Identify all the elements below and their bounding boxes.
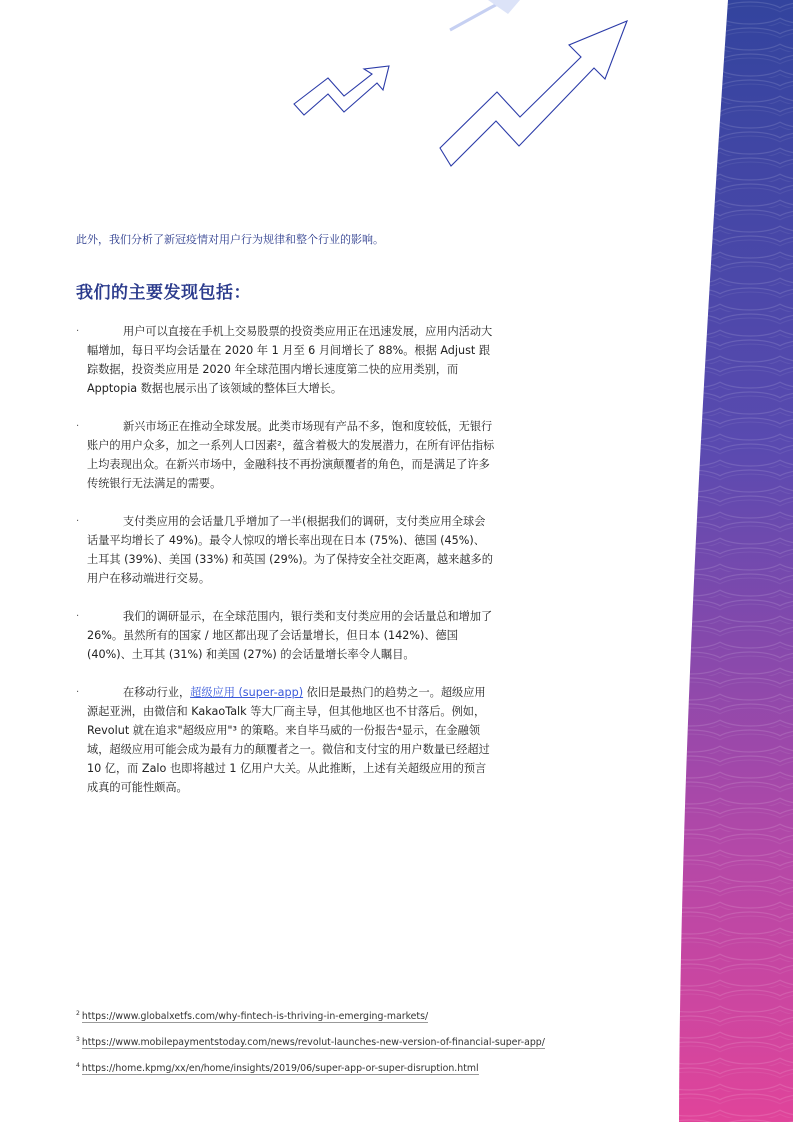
footnote-item — [76, 1008, 596, 1023]
bullet-icon: · — [76, 421, 80, 432]
footnote-link[interactable]: https://www.mobilepaymentstoday.com/news/revolut-launches-new-version-of-financial-super-app/ — [81, 1037, 545, 1049]
key-findings-heading: 我们的主要发现包括： — [76, 283, 251, 303]
bullet-icon: · — [76, 611, 80, 622]
super-app-link[interactable]: 超级应用 (super-app) — [190, 686, 304, 699]
finding-item — [76, 607, 496, 664]
bullet-icon: · — [76, 516, 80, 527]
finding-item — [76, 512, 496, 588]
footnote-number: 4 — [76, 1062, 80, 1070]
footnote-link[interactable]: https://www.globalxetfs.com/why-fintech-is-thriving-in-emerging-markets/ — [81, 1011, 429, 1023]
growth-arrows-illustration — [0, 0, 793, 200]
footnotes — [76, 1008, 596, 1086]
finding-text: 新兴市场正在推动全球发展。此类市场现有产品不多，饱和度较低，无银行账户的用户众多，加之一系列人口因素²，蕴含着极大的发展潜力，在所有评估指标上均表现出众。在新兴市场中，金融科技不再扮演颠覆者的角色，而是满足了许多传统银行无法满足的需要。 — [87, 420, 495, 490]
bullet-icon: · — [76, 326, 80, 337]
finding-text: 支付类应用的会话量几乎增加了一半(根据我们的调研，支付类应用全球会话量平均增长了 49%)。最令人惊叹的增长率出现在日本 (75%)、德国 (45%)、土耳其 (39%)、美国 (33%) 和英国 (29%)。为了保持安全社交距离，越来越多的用户在移动端进行交易。 — [87, 515, 493, 585]
finding-text-before: 在移动行业， — [123, 686, 191, 699]
footnote-number: 3 — [76, 1036, 80, 1044]
finding-text-after: 依旧是最热门的趋势之一。超级应用源起亚洲，由微信和 KakaoTalk 等大厂商主导，但其他地区也不甘落后。例如，Revolut 就在追求"超级应用"³ 的策略。来自毕马威的一份报告⁴显示，在金融领域，超级应用可能会成为最有力的颠覆者之一。微信和支付宝的用户数量已经超过 10 亿，而 Zalo 也即将越过 1 亿用户大关。从此推断，上述有关超级应用的预言成真的可能性颇高。 — [87, 686, 490, 794]
footnote-link[interactable]: https://home.kpmg/xx/en/home/insights/2019/06/super-app-or-super-disruption.html — [81, 1063, 479, 1075]
footnote-item — [76, 1060, 596, 1075]
intro-paragraph: 此外，我们分析了新冠疫情对用户行为规律和整个行业的影响。 — [76, 233, 384, 246]
findings-list — [76, 322, 496, 797]
bullet-icon: · — [76, 687, 80, 698]
footnote-item — [76, 1034, 596, 1049]
small-arrow-icon — [294, 66, 389, 115]
large-arrow-icon — [440, 21, 627, 166]
finding-text: 我们的调研显示，在全球范围内，银行类和支付类应用的会话量总和增加了 26%。虽然所有的国家 / 地区都出现了会话量增长，但日本 (142%)、德国 (40%)、土耳其 (31%) 和美国 (27%) 的会话量增长率令人瞩目。 — [87, 610, 493, 661]
finding-item — [76, 417, 496, 493]
finding-item — [76, 322, 496, 398]
finding-item — [76, 683, 496, 797]
footnote-number: 2 — [76, 1010, 80, 1017]
finding-text: 用户可以直接在手机上交易股票的投资类应用正在迅速发展，应用内活动大幅增加，每日平均会话量在 2020 年 1 月至 6 月间增长了 88%。根据 Adjust 跟踪数据，投资类应用是 2020 年全球范围内增长速度第二快的应用类别，而 Apptopia 数据也展示出了该领域的整体巨大增长。 — [87, 325, 493, 395]
